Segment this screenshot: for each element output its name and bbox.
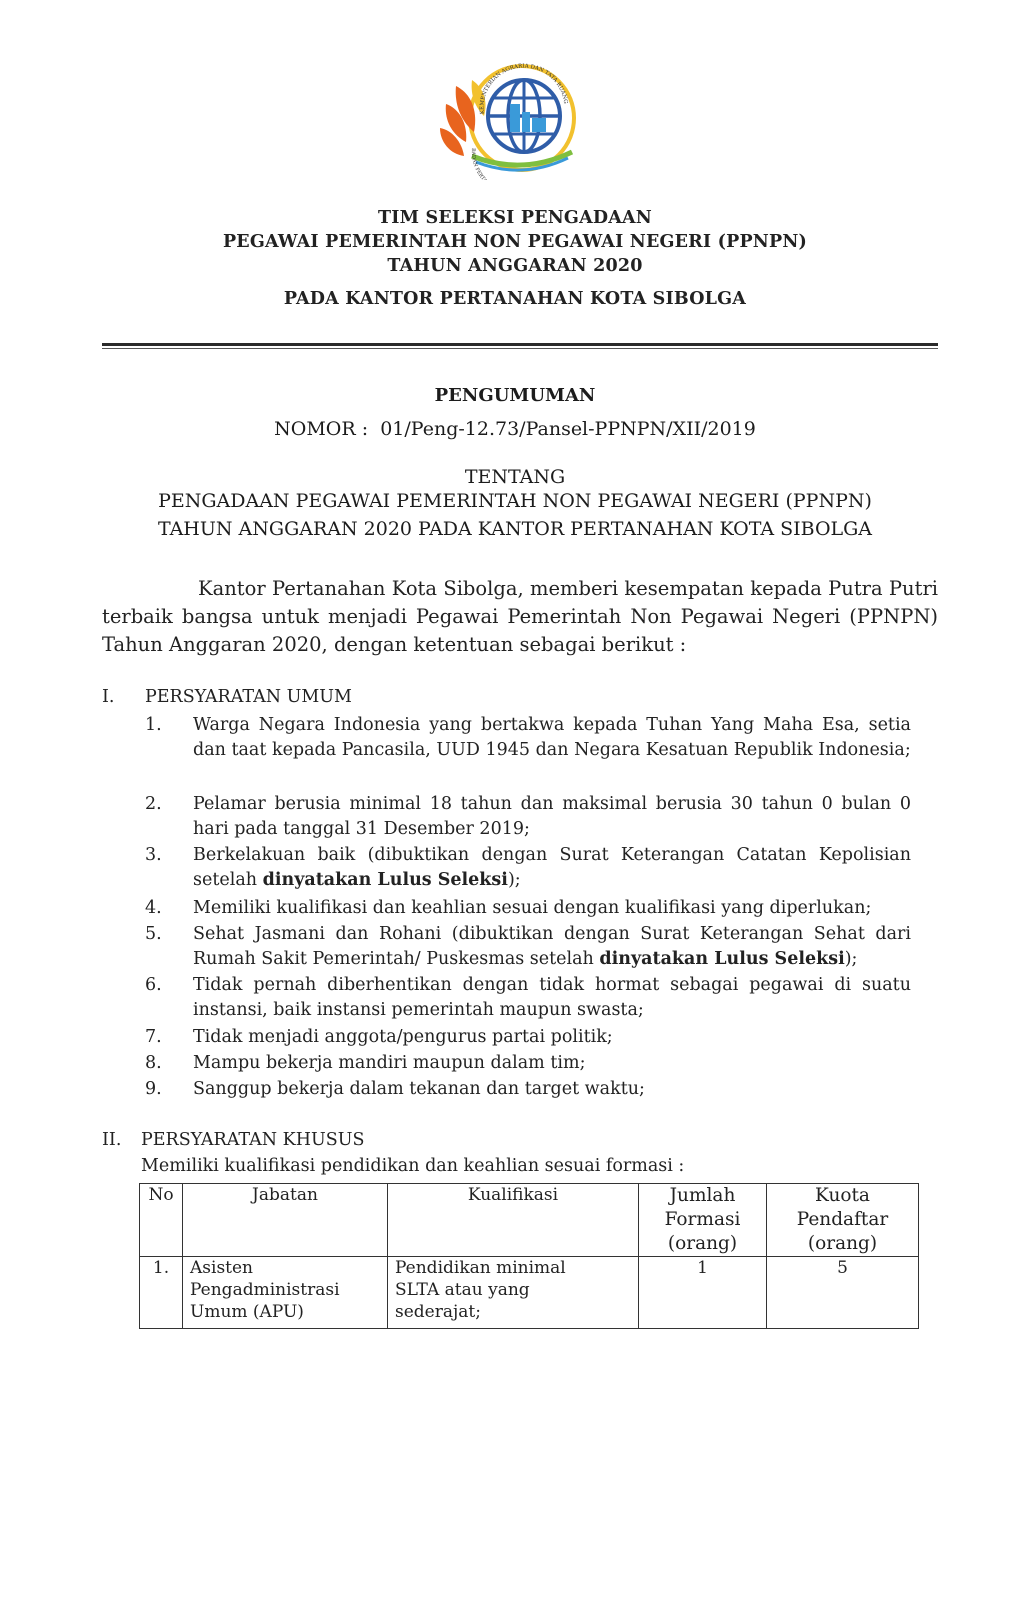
- letterhead-divider: [102, 343, 938, 346]
- letterhead-divider-thin: [102, 348, 938, 349]
- list-item-number: 1.: [145, 715, 162, 735]
- number-label: NOMOR :: [274, 418, 369, 440]
- list-item: [145, 973, 911, 1023]
- list-item-text: [193, 1051, 911, 1076]
- list-item-text-main: Sehat Jasmani dan Rohani (dibuktikan dengan Surat Keterangan Sehat dari Rumah Sakit Pemerintah/ Puskesmas setelah: [193, 924, 911, 969]
- list-item-text-bold: dinyatakan Lulus Seleksi: [262, 870, 508, 890]
- list-item-text-main: Berkelakuan baik (dibuktikan dengan Surat Keterangan Catatan Kepolisian setelah: [193, 845, 911, 890]
- list-item-text-main: Mampu bekerja mandiri maupun dalam tim;: [193, 1053, 586, 1073]
- logo-arc-bottom: BADAN PERT: [469, 147, 486, 180]
- list-item: [145, 713, 911, 763]
- list-item-text-after: );: [507, 870, 521, 890]
- letterhead-line-2: PEGAWAI PEMERINTAH NON PEGAWAI NEGERI (PPNPN): [222, 232, 808, 252]
- section-2-numeral: II.: [102, 1130, 122, 1150]
- header-kuota-line-3: (orang): [807, 1233, 878, 1254]
- logo-arc-top: KEMENTERIAN AGRARIA DAN TATA RUANG: [479, 63, 569, 115]
- list-item-text: [193, 843, 911, 893]
- formation-table: [139, 1183, 919, 1329]
- header-kuota-line-2: Pendaftar: [796, 1209, 889, 1230]
- header-jumlah-line-3: (orang): [667, 1233, 738, 1254]
- header-jumlah-line-1: Jumlah: [669, 1185, 736, 1206]
- subject-line-1: PENGADAAN PEGAWAI PEMERINTAH NON PEGAWAI NEGERI (PPNPN): [158, 490, 872, 512]
- list-item-text: [193, 922, 911, 972]
- row-1-kual-line-1: Pendidikan minimal: [395, 1258, 566, 1278]
- bpn-globe-logo-icon: [432, 56, 592, 180]
- row-1-kuota: 5: [767, 1257, 919, 1329]
- list-item: [145, 1025, 911, 1050]
- intro-paragraph: Kantor Pertanahan Kota Sibolga, memberi kesempatan kepada Putra Putri terbaik bangsa untuk menjadi Pegawai Pemerintah Non Pegawai Negeri (PPNPN) Tahun Anggaran 2020, dengan ketentuan sebagai berikut :: [102, 577, 938, 656]
- list-item-text: [193, 1077, 911, 1102]
- header-jabatan: Jabatan: [183, 1184, 388, 1257]
- list-item-text-main: Sanggup bekerja dalam tekanan dan target waktu;: [193, 1079, 645, 1099]
- section-1-numeral: I.: [102, 687, 115, 707]
- row-1-no: 1.: [140, 1257, 183, 1329]
- row-1-jabatan: [183, 1257, 388, 1329]
- header-jumlah-formasi: [639, 1184, 767, 1257]
- announcement-number: [0, 418, 1030, 440]
- row-1-kual-line-3: sederajat;: [395, 1302, 481, 1322]
- list-item-text-main: Warga Negara Indonesia yang bertakwa kepada Tuhan Yang Maha Esa, setia dan taat kepada Pancasila, UUD 1945 dan Negara Kesatuan Republik Indonesia;: [193, 715, 911, 760]
- list-item-number: 5.: [145, 924, 162, 944]
- list-item: [145, 896, 911, 921]
- section-1-title: PERSYARATAN UMUM: [145, 687, 352, 707]
- list-item-text: [193, 1025, 911, 1050]
- list-item: [145, 792, 911, 842]
- row-1-jumlah: 1: [639, 1257, 767, 1329]
- list-item: [145, 1077, 911, 1102]
- list-item-text-main: Memiliki kualifikasi dan keahlian sesuai dengan kualifikasi yang diperlukan;: [193, 898, 872, 918]
- subject-line-2: TAHUN ANGGARAN 2020 PADA KANTOR PERTANAHAN KOTA SIBOLGA: [157, 518, 873, 540]
- list-item-text: [193, 713, 911, 763]
- list-item: [145, 1051, 911, 1076]
- list-item-number: 9.: [145, 1079, 162, 1099]
- list-item-text-main: Pelamar berusia minimal 18 tahun dan maksimal berusia 30 tahun 0 bulan 0 hari pada tanggal 31 Desember 2019;: [193, 794, 911, 839]
- list-item-text: [193, 896, 911, 921]
- header-kualifikasi: Kualifikasi: [388, 1184, 639, 1257]
- list-item-text: [193, 792, 911, 842]
- section-2-lead: Memiliki kualifikasi pendidikan dan keahlian sesuai formasi :: [141, 1156, 685, 1176]
- row-1-kualifikasi: [388, 1257, 639, 1329]
- header-kuota-pendaftar: [767, 1184, 919, 1257]
- header-no: No: [140, 1184, 183, 1257]
- row-1-jabatan-line-1: Asisten: [190, 1258, 254, 1278]
- list-item-number: 4.: [145, 898, 162, 918]
- list-item-text: [193, 973, 911, 1023]
- row-1-jabatan-line-2: Pengadministrasi: [190, 1280, 340, 1300]
- header-kuota-line-1: Kuota: [815, 1185, 870, 1206]
- list-item-text-main: Tidak pernah diberhentikan dengan tidak hormat sebagai pegawai di suatu instansi, baik instansi pemerintah maupun swasta;: [193, 975, 911, 1020]
- header-jumlah-line-2: Formasi: [664, 1209, 741, 1230]
- list-item-number: 3.: [145, 845, 162, 865]
- letterhead-line-3: TAHUN ANGGARAN 2020: [387, 256, 643, 276]
- list-item-text-bold: dinyatakan Lulus Seleksi: [599, 949, 845, 969]
- list-item-text-after: );: [844, 949, 858, 969]
- section-2-title: PERSYARATAN KHUSUS: [141, 1130, 365, 1150]
- list-item: [145, 843, 911, 893]
- number-value: 01/Peng-12.73/Pansel-PPNPN/XII/2019: [380, 418, 756, 440]
- subject-label: TENTANG: [464, 466, 566, 488]
- list-item-number: 2.: [145, 794, 162, 814]
- list-item-number: 8.: [145, 1053, 162, 1073]
- table-header-row: [140, 1184, 919, 1257]
- list-item-text-main: Tidak menjadi anggota/pengurus partai politik;: [193, 1027, 613, 1047]
- letterhead-line-4: PADA KANTOR PERTANAHAN KOTA SIBOLGA: [283, 289, 747, 309]
- row-1-jabatan-line-3: Umum (APU): [190, 1302, 304, 1322]
- announcement-title: PENGUMUMAN: [434, 385, 596, 406]
- list-item-number: 7.: [145, 1027, 162, 1047]
- letterhead-line-1: TIM SELEKSI PENGADAAN: [378, 208, 652, 228]
- row-1-kual-line-2: SLTA atau yang: [395, 1280, 530, 1300]
- table-row: [140, 1257, 919, 1329]
- list-item: [145, 922, 911, 972]
- bpn-logo: [432, 56, 592, 180]
- list-item-number: 6.: [145, 975, 162, 995]
